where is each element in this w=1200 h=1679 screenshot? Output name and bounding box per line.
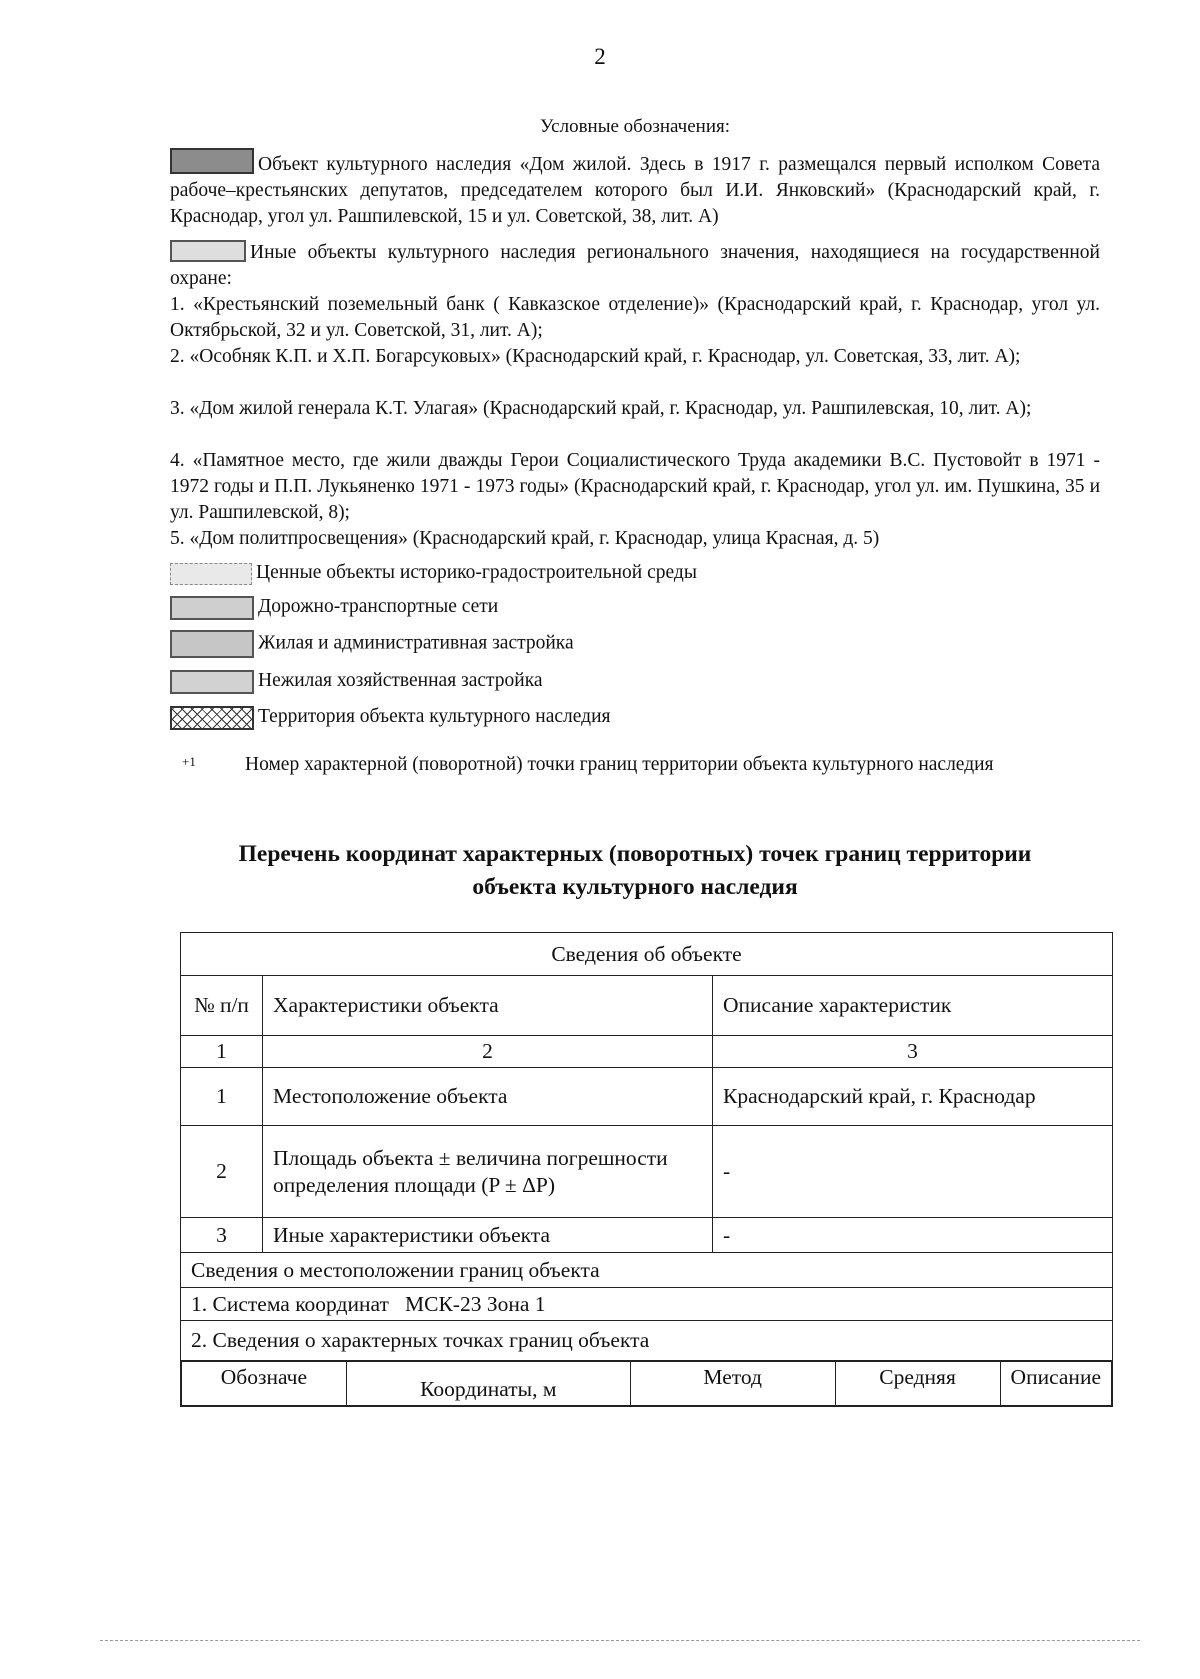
- object-info-table: [180, 932, 1113, 1407]
- legend-valued: [170, 560, 697, 586]
- point-marker-icon: +1: [182, 754, 196, 769]
- legend-item-3: 3. «Дом жилой генерала К.Т. Улагая» (Краснодарский край, г. Краснодар, ул. Рашпилевская, 10, лит. А);: [170, 398, 1032, 419]
- col-header-characteristics: Характеристики объекта: [263, 976, 713, 1036]
- points-header-description: Описание: [1000, 1362, 1111, 1406]
- row-characteristic: Местоположение объекта: [263, 1068, 713, 1126]
- col-index-2: 2: [263, 1036, 713, 1068]
- points-header-average: Средняя: [835, 1362, 1000, 1406]
- row-number: 1: [181, 1068, 263, 1126]
- territory-hatch-swatch: [170, 706, 254, 730]
- location-section-title: Сведения о местоположении границ объекта: [181, 1253, 1113, 1288]
- row-number: 2: [181, 1126, 263, 1218]
- col-header-no: № п/п: [181, 976, 263, 1036]
- row-characteristic: Площадь объекта ± величина погрешности определения площади (P ± ΔP): [263, 1126, 713, 1218]
- legend-item-2: 2. «Особняк К.П. и Х.П. Богарсуковых» (Краснодарский край, г. Краснодар, ул. Советская, 33, лит. А);: [170, 346, 1021, 367]
- table-row: [181, 1218, 1113, 1253]
- row-characteristic: Иные характеристики объекта: [263, 1218, 713, 1253]
- territory-text: Территория объекта культурного наследия: [258, 706, 611, 727]
- legend-title: Условные обозначения:: [539, 116, 731, 137]
- residential-text: Жилая и административная застройка: [258, 632, 574, 654]
- points-header-table: [181, 1361, 1112, 1406]
- row-description: Краснодарский край, г. Краснодар: [713, 1068, 1113, 1126]
- coordinate-system: 1. Система координат МСК-23 Зона 1: [181, 1288, 1113, 1321]
- nonresidential-swatch: [170, 670, 254, 694]
- legend-other-objects: [170, 240, 1100, 292]
- main-object-text: Объект культурного наследия «Дом жилой. Здесь в 1917 г. размещался первый исполком Совета рабоче–крестьянских депутатов, председателем которого был И.И. Янковский» (Краснодарский край, г. Краснодар, угол ул. Рашпилевской, 15 и ул. Советской, 38, лит. А): [170, 154, 1100, 227]
- table-section-title: Сведения об объекте: [181, 933, 1113, 976]
- valued-text: Ценные объекты историко-градостроительной среды: [256, 562, 697, 583]
- legend-item-5: 5. «Дом политпросвещения» (Краснодарский край, г. Краснодар, улица Красная, д. 5): [170, 528, 880, 549]
- valued-swatch: [170, 563, 252, 585]
- legend-main-object: [170, 148, 1100, 230]
- row-description: -: [713, 1218, 1113, 1253]
- other-objects-text: Иные объекты культурного наследия регионального значения, находящиеся на государственной охране:: [170, 242, 1100, 289]
- roads-text: Дорожно-транспортные сети: [258, 596, 499, 617]
- legend-item-1: 1. «Крестьянский поземельный банк ( Кавказское отделение)» (Краснодарский край, г. Краснодар, угол ул. Октябрьской, 32 и ул. Советской, 31, лит. А);: [170, 294, 1100, 341]
- page-heading: [0, 838, 1200, 904]
- legend-item-4: 4. «Памятное место, где жили дважды Герои Социалистического Труда академики В.С. Пустовойт в 1971 - 1972 годы и П.П. Лукьяненко 1971 - 1973 годы» (Краснодарский край, г. Краснодар, угол ул. им. Пушкина, 35 и ул. Рашпилевской, 8);: [170, 450, 1100, 523]
- points-header-coordinates: Координаты, м: [346, 1362, 630, 1406]
- heading-line-1: Перечень координат характерных (поворотных) точек границ территории: [238, 841, 1032, 867]
- col-index-1: 1: [181, 1036, 263, 1068]
- points-header-method: Метод: [630, 1362, 835, 1406]
- col-header-description: Описание характеристик: [713, 976, 1113, 1036]
- row-description: -: [713, 1126, 1113, 1218]
- legend-roads: [170, 594, 498, 620]
- residential-swatch: [170, 630, 254, 658]
- heading-line-2: объекта культурного наследия: [472, 874, 798, 900]
- col-index-3: 3: [713, 1036, 1113, 1068]
- other-objects-swatch: [170, 240, 246, 262]
- points-section-title: 2. Сведения о характерных точках границ объекта: [181, 1321, 1113, 1361]
- points-header-cell: [181, 1361, 1113, 1407]
- bottom-divider: [100, 1640, 1140, 1641]
- roads-swatch: [170, 596, 254, 620]
- table-row: [181, 1068, 1113, 1126]
- points-header-designation: Обозначе: [182, 1362, 347, 1406]
- row-number: 3: [181, 1218, 263, 1253]
- nonresidential-text: Нежилая хозяйственная застройка: [258, 670, 543, 691]
- main-object-swatch: [170, 148, 254, 174]
- legend-territory: [170, 704, 611, 730]
- legend-nonresidential: [170, 668, 543, 694]
- legend-point: Номер характерной (поворотной) точки границ территории объекта культурного наследия: [245, 754, 994, 775]
- legend-residential: [170, 630, 574, 658]
- page-number: 2: [594, 44, 606, 69]
- table-row: [181, 1126, 1113, 1218]
